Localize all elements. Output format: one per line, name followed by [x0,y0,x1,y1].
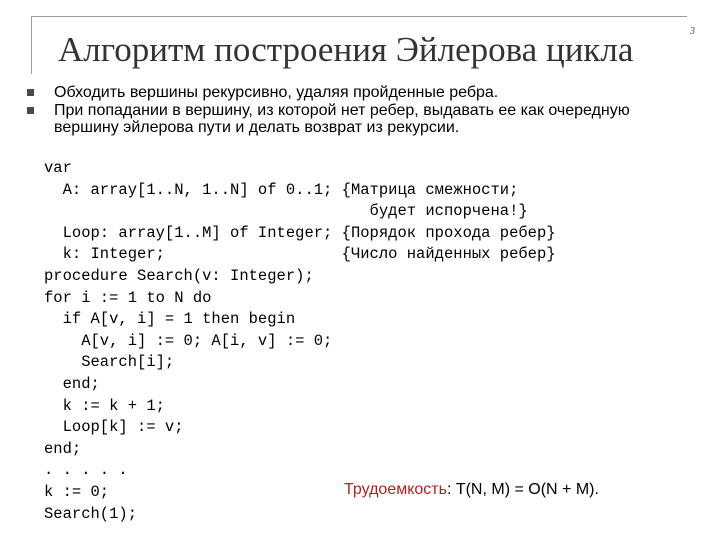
code-line: end; [44,439,82,458]
code-line: Search(1); [44,504,138,523]
code-block [44,158,556,525]
code-line: if A[v, i] = 1 then begin [44,310,296,329]
code-line: k: Integer; {Число найденных ребер} [44,245,556,264]
code-line: for i := 1 to N do [44,288,212,307]
bullet-item [24,102,684,136]
bullet-text: При попадании в вершину, из которой нет ребер, выдавать ее как очередную вершину эйлерова пути и делать возврат из рекурсии. [54,102,630,136]
slide-number: 3 [690,26,695,37]
frame-left-line [31,16,32,74]
code-line: end; [44,374,100,393]
bullet-text: Обходить вершины рекурсивно, удаляя пройденные ребра. [54,84,499,101]
code-line: Search[i]; [44,353,175,372]
code-line: A[v, i] := 0; A[i, v] := 0; [44,331,333,350]
bullet-list [24,84,684,137]
slide-title: Алгоритм построения Эйлерова цикла [58,30,634,69]
frame-top-line [31,16,687,17]
code-line: Loop: array[1..M] of Integer; {Порядок прохода ребер} [44,223,556,242]
code-line: var [44,159,72,177]
code-line: Loop[k] := v; [44,418,184,437]
complexity-formula: : T(N, M) = O(N + M). [446,481,599,498]
code-line: k := k + 1; [44,396,165,415]
bullet-item [24,84,684,101]
square-bullet-icon [27,89,34,96]
code-line: k := 0; [44,482,110,501]
complexity-note [344,481,599,499]
code-line: A: array[1..N, 1..N] of 0..1; {Матрица смежности; [44,180,519,199]
code-line: будет испорчена!} [44,202,528,221]
complexity-term: Трудоемкость [344,481,447,498]
code-line: procedure Search(v: Integer); [44,266,314,285]
code-line: . . . . . [44,461,128,480]
square-bullet-icon [27,107,34,114]
